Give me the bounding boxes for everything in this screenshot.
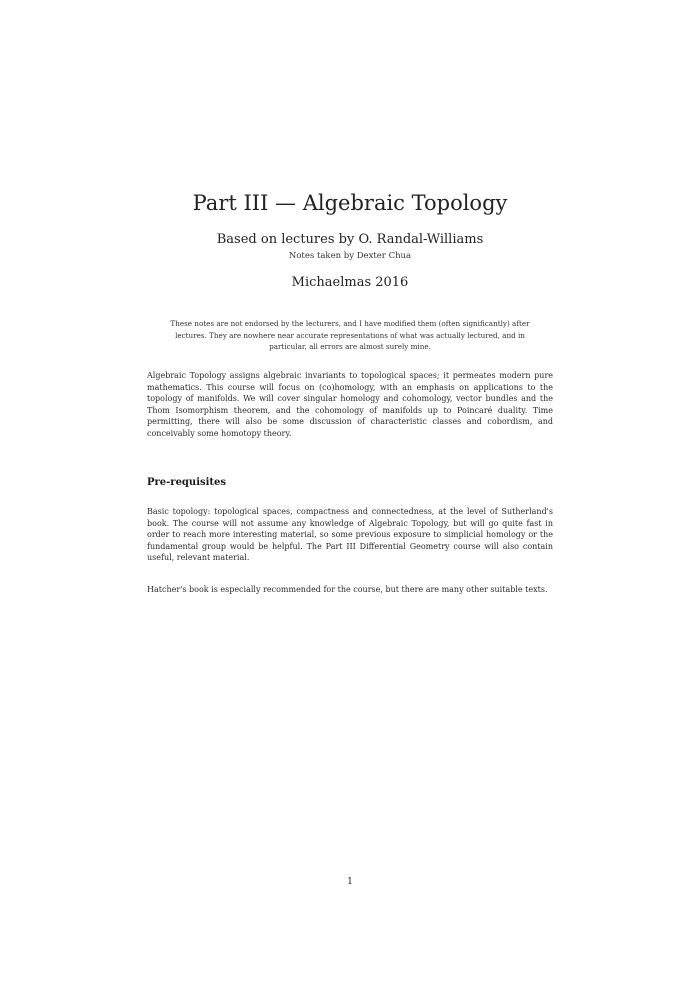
abstract-paragraph: Algebraic Topology assigns algebraic invariants to topological spaces; it permeates modern pure mathematics. This course will focus on (co)homology, with an emphasis on applications to the topology of manifolds. We will cover singular homology and cohomology, vector bundles and the Thom Isomorphism theorem, and the cohomology of manifolds up to Poincaré duality. Time permitting, there will also be some discussion of characteristic classes and cobordism, and conceivably some homotopy theory. <box>147 371 553 438</box>
scribe-line: Notes taken by Dexter Chua <box>288 251 412 261</box>
prerequisites-paragraph-1: Basic topology: topological spaces, compactness and connectedness, at the level of Sutherland's book. The course will not assume any knowledge of Algebraic Topology, but will go quite fast in order to reach more interesting material, so some previous exposure to simplicial homology or the fundamental group would be helpful. The Part III Differential Geometry course will also contain useful, relevant material. <box>147 507 553 563</box>
lecturer-line: Based on lectures by O. Randal-Williams <box>216 232 484 247</box>
document-title: Part III — Algebraic Topology <box>192 191 508 215</box>
prerequisites-heading: Pre-requisites <box>147 477 227 488</box>
page-number: 1 <box>347 877 353 887</box>
prerequisites-paragraph-2: Hatcher's book is especially recommended for the course, but there are many other suitable texts. <box>147 585 548 594</box>
disclaimer-note: These notes are not endorsed by the lecturers, and I have modified them (often significantly) after lectures. They are nowhere near accurate representations of what was actually lectured, and in particular, all errors are almost surely mine. <box>170 319 530 351</box>
term-line: Michaelmas 2016 <box>291 275 409 290</box>
